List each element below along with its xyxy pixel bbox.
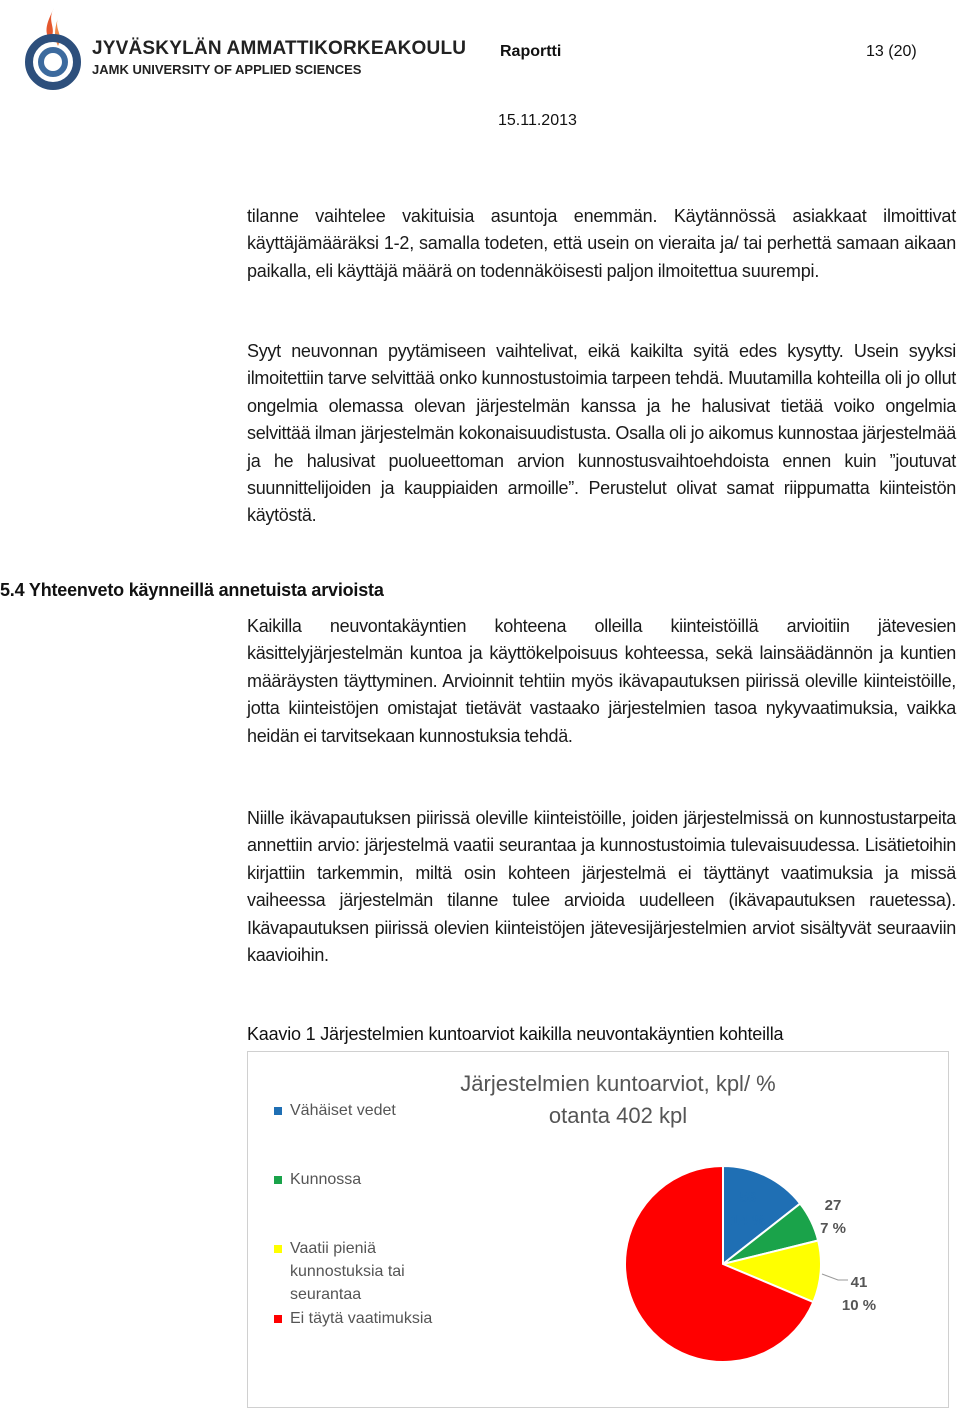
chart-title-line-1: Järjestelmien kuntoarviot, kpl/ % bbox=[460, 1071, 776, 1096]
logo-ring-inner bbox=[41, 50, 65, 74]
pie-count-label-vahaiset-vedet: 58 bbox=[739, 1189, 757, 1206]
page-number: 13 (20) bbox=[866, 43, 917, 60]
paragraph-3: Kaikilla neuvontakäyntien kohteena olleilla kiinteistöillä arvioitiin jätevesien käsittelyjärjestelmän kuntoa ja käyttökelpoisuus kohteessa, sekä lainsäädännön ja kuntien määräysten täyttyminen. Arvioinnit tehtiin myös ikävapautuksen piirissä oleville kiinteistöille, jotta kiinteistöjen omistajat tietävät vastaako järjestelmien tasoa nykyvaatimuksia, vaikka heidän ei tarvitsekaan kunnostuksia tehdä. bbox=[247, 616, 956, 746]
pie-percent-label-ei-tayta: 69 % bbox=[660, 1320, 696, 1337]
pie-count-label-ei-tayta: 276 bbox=[665, 1297, 691, 1314]
legend-label-ei-tayta: Ei täytä vaatimuksia bbox=[290, 1310, 433, 1327]
chart-title-line-2: otanta 402 kpl bbox=[548, 1103, 688, 1128]
document-type: Raportti bbox=[500, 43, 562, 60]
pie-count-label-vaatii-pienia: 41 bbox=[850, 1274, 868, 1291]
legend-label-vahaiset-vedet: Vähäiset vedet bbox=[290, 1102, 396, 1119]
pie-count-label-kunnossa: 27 bbox=[824, 1197, 842, 1214]
section-heading: 5.4 Yhteenveto käynneillä annetuista arvioista bbox=[0, 580, 384, 600]
chart-caption: Kaavio 1 Järjestelmien kuntoarviot kaikilla neuvontakäyntien kohteilla bbox=[247, 1024, 784, 1044]
university-name-en: JAMK UNIVERSITY OF APPLIED SCIENCES bbox=[92, 62, 362, 77]
leader-line-vaatii-pienia bbox=[822, 1274, 848, 1280]
legend-label-kunnossa: Kunnossa bbox=[290, 1171, 362, 1188]
pie-percent-label-vaatii-pienia: 10 % bbox=[841, 1297, 877, 1314]
university-name-fi: JYVÄSKYLÄN AMMATTIKORKEAKOULU bbox=[92, 38, 467, 59]
paragraph-1: tilanne vaihtelee vakituisia asuntoja enemmän. Käytännössä asiakkaat ilmoittivat käyttäjämääräksi 1-2, samalla todeten, että usein on vieraita ja/ tai perhettä samaan aikaan paikalla, eli käyttäjä määrä on todennäköisesti paljon ilmoitettua suurempi. bbox=[247, 206, 956, 281]
pie-percent-label-vahaiset-vedet: 14 % bbox=[730, 1212, 766, 1229]
jamk-flame-logo bbox=[10, 4, 100, 90]
logo-ring bbox=[29, 38, 77, 86]
pie-percent-label-kunnossa: 7 % bbox=[820, 1220, 846, 1237]
pie-chart bbox=[248, 1052, 948, 1407]
document-date: 15.11.2013 bbox=[498, 112, 577, 129]
paragraph-4: Niille ikävapautuksen piirissä oleville kiinteistöille, joiden järjestelmissä on kunnostustarpeita annettiin arvio: järjestelmä vaatii seurantaa ja kunnostustoimia tulevaisuudessa. Lisätietoihin kirjattiin tarkemmin, miltä osin kohteen järjestelmä ei täyttänyt vaatimuksia ja missä vaiheessa järjestelmän tilanne tulee arvioida uudelleen (ikävapautuksen rauetessa). Ikävapautuksen piirissä olevien kiinteistöjen jätevesijärjestelmien arviot sisältyvät seuraaviin kaavioihin. bbox=[247, 808, 956, 966]
pie-chart-frame bbox=[247, 1051, 949, 1408]
paragraph-2: Syyt neuvonnan pyytämiseen vaihtelivat, eikä kaikilta syitä edes kysytty. Usein syyksi ilmoitettiin tarve selvittää onko kunnostustoimia tarpeen tehdä. Muutamilla kohteilla oli jo ollut ongelmia olemassa olevan järjestelmän kanssa ja he halusivat tietää voiko ongelmia selvittää ilman järjestelmän kokonaisuudistusta. Osalla oli jo aikomus kunnostaa järjestelmää ja he halusivat puolueettoman arvion kunnostusvaihtoehdoista ennen kuin ”joutuvat suunnittelijoiden ja kauppiaiden armoille”. Perustelut olivat samat riippumatta kiinteistön käytöstä. bbox=[247, 341, 956, 526]
legend-label-vaatii-pienia: Vaatii pieniä kunnostuksia tai seurantaa bbox=[290, 1240, 405, 1303]
